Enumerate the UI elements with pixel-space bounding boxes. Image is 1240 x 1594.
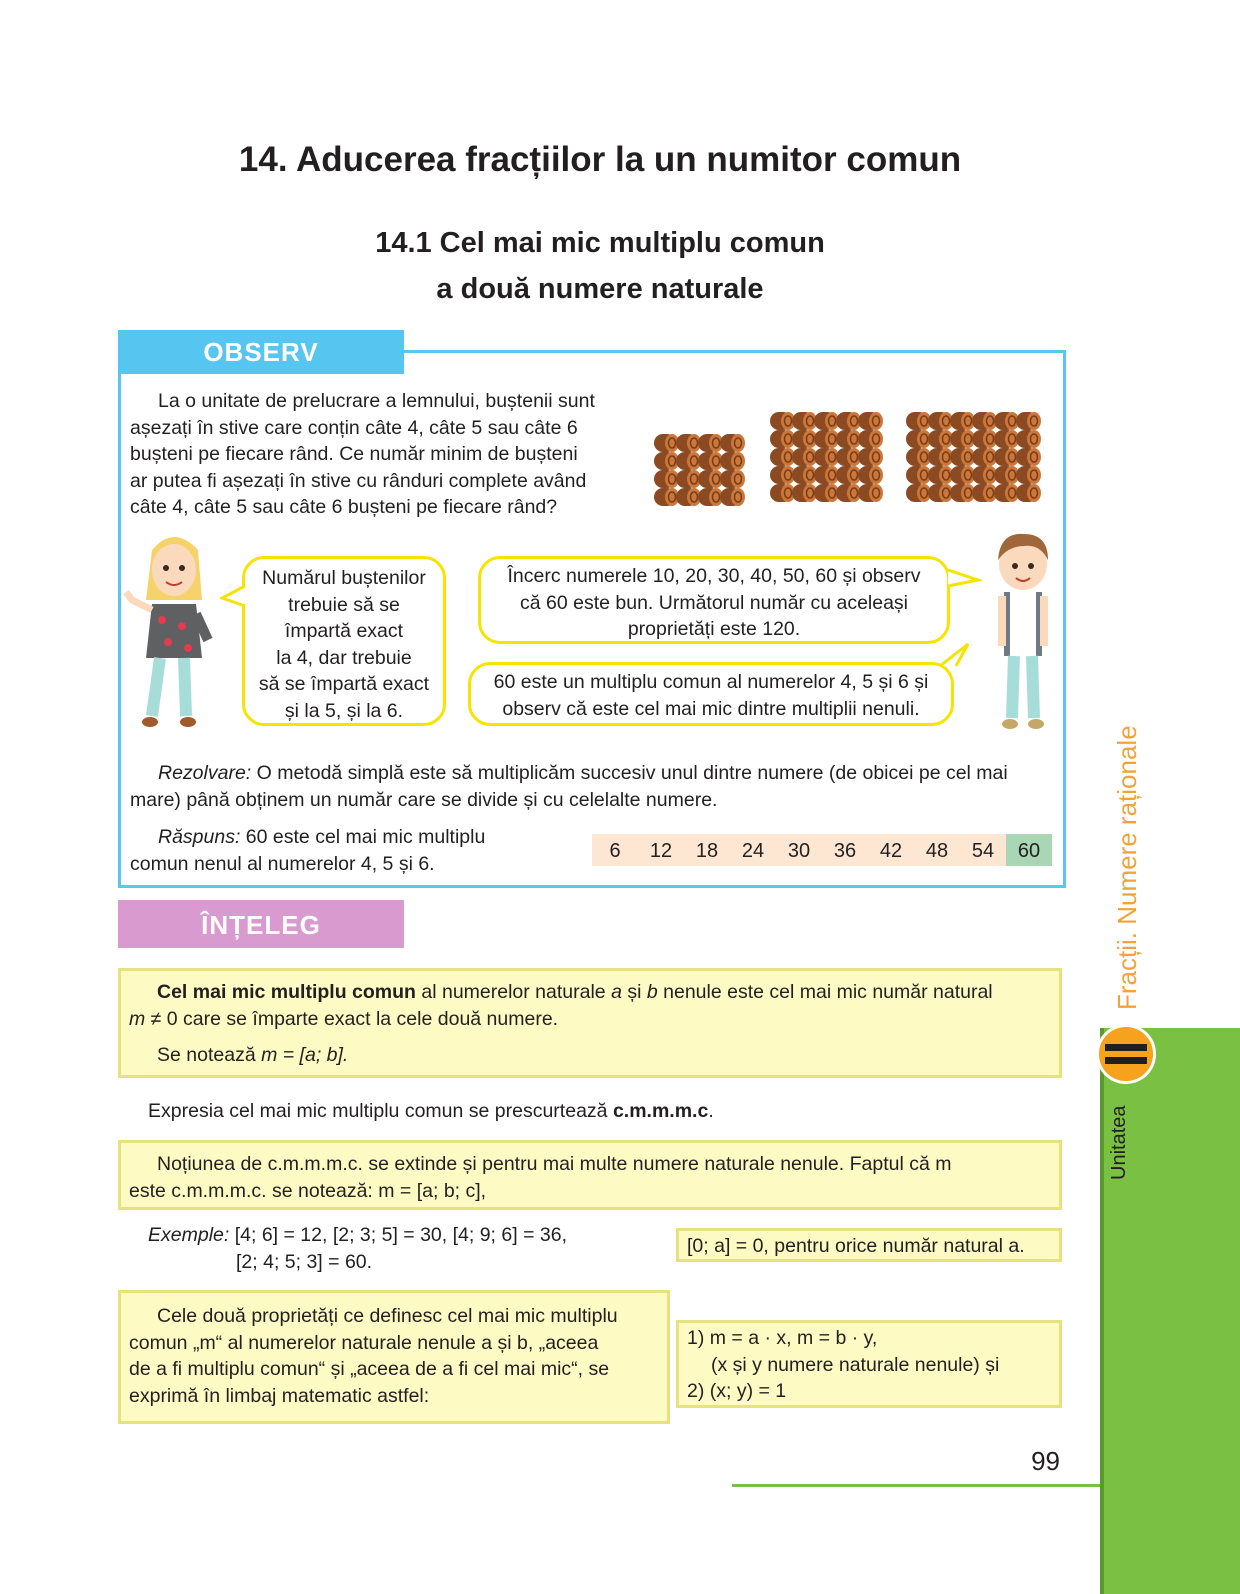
examples-label: Exemple: — [148, 1224, 230, 1246]
multiple-cell: 30 — [776, 834, 822, 866]
definition-fragment: și — [621, 981, 647, 1003]
problem-line: câte 4, câte 5 sau câte 6 bușteni pe fiecare rând? — [130, 496, 558, 518]
definition-text — [129, 979, 1051, 1032]
boy-illustration — [990, 530, 1056, 734]
extension-line-1: Noțiunea de c.m.m.m.c. se extinde și pentru mai multe numere naturale nenule. Faptul că m — [157, 1153, 952, 1175]
problem-line: La o unitate de prelucrare a lemnului, buștenii sunt — [158, 390, 595, 412]
boy-bubble-1-tail — [946, 566, 982, 590]
properties-box — [118, 1290, 670, 1424]
problem-statement — [130, 388, 650, 521]
formula-line-1: 1) m = a · x, m = b · y, — [687, 1327, 878, 1349]
var-a: a — [611, 981, 622, 1003]
boy-speech-bubble-2 — [468, 662, 954, 726]
abbreviation-end: . — [708, 1100, 714, 1122]
notation-formula: m = [a; b]. — [261, 1044, 349, 1066]
problem-line: bușteni pe fiecare rând. Ce număr minim de bușteni — [130, 443, 578, 465]
definition-fragment: ≠ 0 care se împarte exact la cele două numere. — [145, 1007, 559, 1030]
abbreviation-bold: c.m.m.m.c — [612, 1100, 709, 1122]
multiples-strip — [592, 834, 1052, 866]
boy-speech-bubble-1 — [478, 556, 950, 644]
unit-number-roman-icon — [1105, 1040, 1147, 1068]
girl-bubble-tail — [220, 584, 246, 608]
bubble-line: și la 5, și la 6. — [284, 699, 404, 722]
bubble-line: împartă exact — [284, 620, 404, 642]
footer-rule — [732, 1484, 1104, 1487]
log-stack-small — [654, 434, 745, 506]
section-title-line-1: 14.1 Cel mai mic multiplu comun — [375, 227, 825, 259]
extension-line-2: este c.m.m.m.c. se notează: m = [a; b; c], — [129, 1179, 487, 1202]
properties-line: comun „m“ al numerelor naturale nenule a și b, „aceea — [129, 1331, 599, 1354]
definition-fragment: nenule este cel mai mic număr natural — [657, 981, 993, 1003]
section-title-line-2: a două numere naturale — [436, 273, 764, 305]
chapter-side-label: Fracții. Numere raționale — [1112, 725, 1142, 1010]
formula-line-3: 2) (x; y) = 1 — [687, 1380, 787, 1402]
examples-text — [148, 1222, 668, 1275]
chapter-title: 14. Aducerea fracțiilor la un numitor comun — [238, 140, 962, 179]
multiple-cell: 48 — [914, 834, 960, 866]
page-number: 99 — [1031, 1446, 1060, 1476]
log-stacks-illustration — [650, 408, 1060, 520]
inteleg-tab: ÎNȚELEG — [118, 900, 404, 948]
definition-term: Cel mai mic multiplu comun — [157, 981, 416, 1003]
answer-line-1: 60 este cel mai mic multiplu — [240, 826, 486, 848]
girl-illustration — [122, 530, 226, 734]
problem-line: așezați în stive care conțin câte 4, câte 5 sau câte 6 — [130, 416, 578, 439]
multiple-cell: 42 — [868, 834, 914, 866]
boy-bubble-2-tail — [938, 640, 974, 670]
examples-line-2: [2; 4; 5; 3] = 60. — [236, 1250, 373, 1273]
multiple-cell: 18 — [684, 834, 730, 866]
problem-line: ar putea fi așezați în stive cu rânduri complete având — [130, 469, 587, 492]
bubble-line: Încerc numerele 10, 20, 30, 40, 50, 60 și observ — [507, 565, 921, 587]
abbreviation-fragment: Expresia cel mai mic multiplu comun se prescurtează — [148, 1100, 613, 1122]
girl-speech-bubble — [242, 556, 446, 726]
bubble-line: observ că este cel mai mic dintre multiplii nenuli. — [502, 697, 920, 720]
observ-tab: OBSERV — [118, 330, 404, 374]
var-b: b — [646, 981, 658, 1003]
solution-text — [130, 760, 1060, 813]
properties-line: exprimă în limbaj matematic astfel: — [129, 1384, 430, 1407]
solution-body: O metodă simplă este să multiplicăm succesiv unul dintre numere (de obicei pe cel mai mare) până obținem un număr care se divide și cu celelalte numere. — [130, 762, 1008, 811]
answer-line-2: comun nenul al numerelor 4, 5 și 6. — [130, 852, 435, 875]
multiple-cell: 6 — [592, 834, 638, 866]
bubble-line: la 4, dar trebuie — [276, 646, 412, 669]
zero-rule-box: [0; a] = 0, pentru orice număr natural a. — [676, 1228, 1062, 1262]
properties-line: Cele două proprietăți ce definesc cel mai mic multiplu — [157, 1305, 618, 1327]
definition-box — [118, 968, 1062, 1078]
var-m: m — [129, 1007, 146, 1030]
formula-line-2: (x și y numere naturale nenule) și — [711, 1353, 1000, 1376]
answer-text — [130, 824, 570, 877]
bubble-line: să se împartă exact — [258, 673, 430, 695]
examples-line-1: [4; 6] = 12, [2; 3; 5] = 30, [4; 9; 6] = 36, — [229, 1224, 567, 1246]
bubble-line: 60 este un multiplu comun al numerelor 4, 5 și 6 și — [493, 671, 929, 693]
log-stack-medium — [770, 412, 883, 502]
multiple-cell: 12 — [638, 834, 684, 866]
multiple-cell-highlighted: 60 — [1006, 834, 1052, 866]
unit-label: Unitatea — [1108, 1105, 1130, 1180]
bubble-line: Numărul buștenilor — [262, 567, 426, 589]
unit-side-bar-edge — [1100, 1028, 1104, 1594]
log-stack-large — [906, 412, 1041, 502]
answer-label: Răspuns: — [158, 826, 241, 848]
multiple-cell: 36 — [822, 834, 868, 866]
extension-box — [118, 1140, 1062, 1210]
notation-label: Se notează — [157, 1044, 262, 1066]
definition-fragment: al numerelor naturale — [415, 981, 612, 1003]
bubble-line: trebuie să se — [288, 593, 400, 616]
solution-label: Rezolvare: — [158, 762, 252, 784]
formulas-box — [676, 1320, 1062, 1408]
section-title — [0, 220, 1200, 312]
notation-text — [129, 1042, 1051, 1069]
abbreviation-text — [148, 1098, 1048, 1125]
bubble-line: proprietăți este 120. — [627, 618, 801, 640]
multiple-cell: 54 — [960, 834, 1006, 866]
bubble-line: că 60 este bun. Următorul număr cu aceleași — [519, 591, 909, 614]
multiple-cell: 24 — [730, 834, 776, 866]
properties-line: de a fi multiplu comun“ și „aceea de a fi cel mai mic“, se — [129, 1358, 610, 1380]
